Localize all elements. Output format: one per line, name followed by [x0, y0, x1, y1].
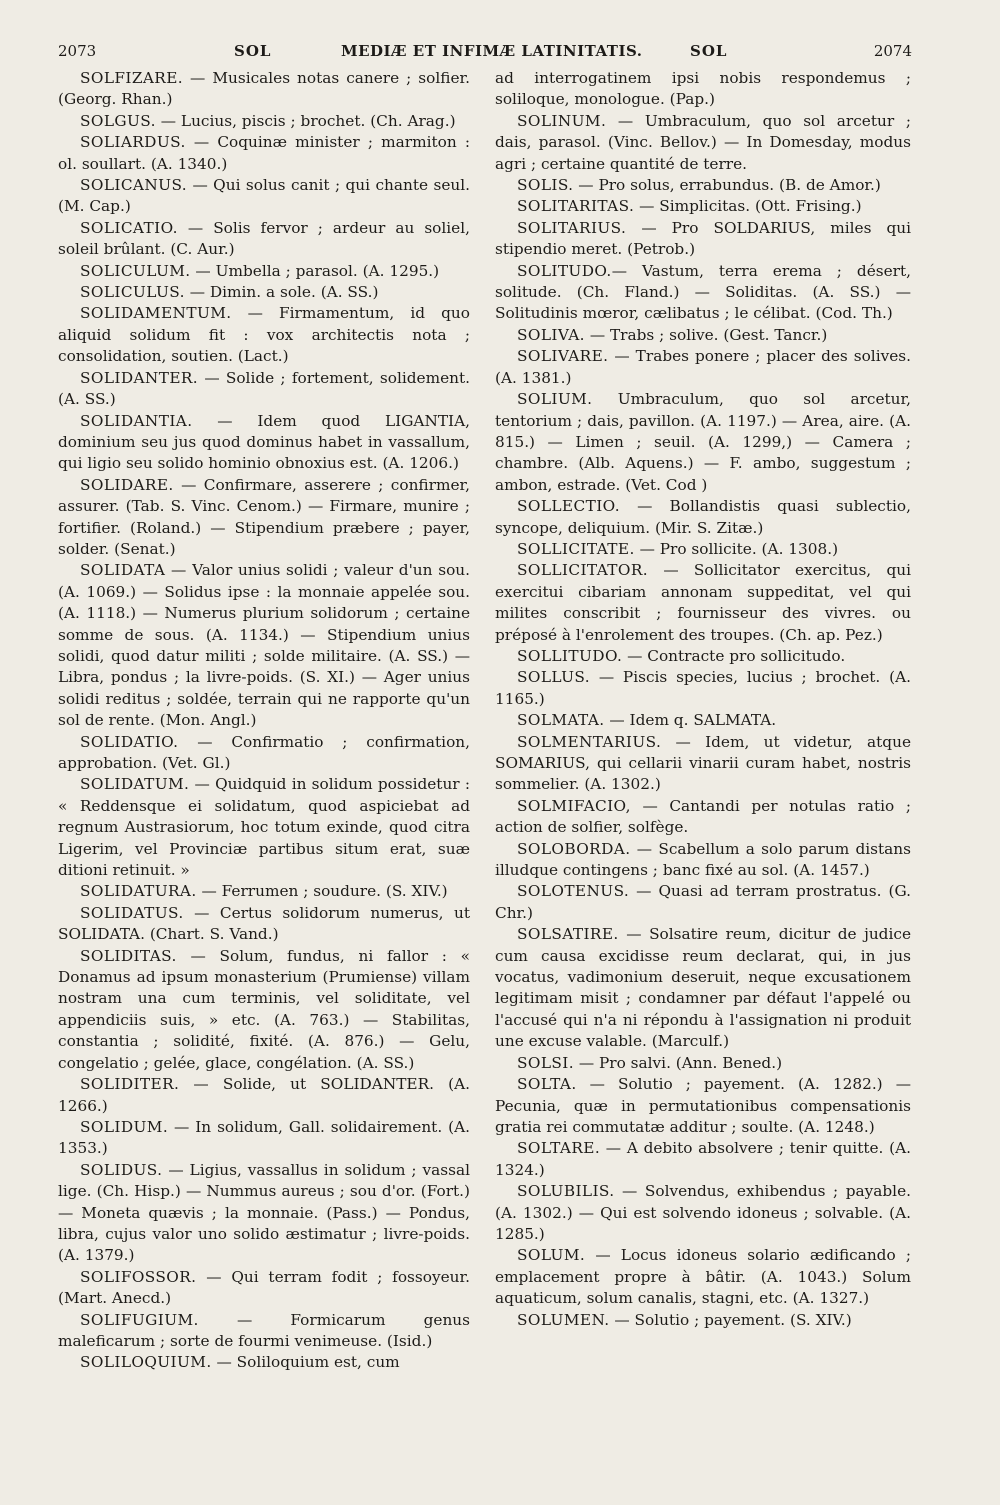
dictionary-entry	[495, 732, 911, 796]
dictionary-entry	[58, 1267, 470, 1310]
entry-definition: — Solide ; fortement, solidement. (A. SS.)	[58, 368, 470, 409]
entry-definition: — Bollandistis quasi sublectio, syncope, deliquium. (Mir. S. Zitæ.)	[495, 497, 911, 537]
dictionary-entry	[495, 496, 911, 539]
dictionary-entry	[58, 368, 470, 411]
right-column	[495, 68, 911, 1448]
entry-definition: — Scabellum a solo parum distans illudque contingens ; banc fixé au sol. (A. 1457.)	[495, 839, 911, 880]
dictionary-entry	[495, 1138, 911, 1181]
entry-definition: — Ferrumen ; soudure. (S. XIV.)	[196, 882, 448, 901]
dictionary-entry	[58, 1352, 470, 1373]
entry-definition: — Piscis species, lucius ; brochet. (A. 1165.)	[495, 668, 911, 708]
left-column	[58, 68, 470, 1448]
entry-headword: SOLIDUS.	[80, 1160, 163, 1179]
page-number-left: 2073	[58, 42, 97, 60]
entry-headword: SOLTARE.	[517, 1139, 601, 1158]
entry-definition: — Sollicitator exercitus, qui exercitui cibariam annonam suppeditat, vel qui milites conscribit ; fournisseur des vivres. ou préposé à l'enrolement des troupes. (Ch. ap. Pez.)	[495, 561, 911, 644]
entry-headword: SOLLECTIO.	[517, 497, 620, 516]
entry-headword: SOLICATIO.	[80, 218, 178, 237]
entry-definition: — Confirmatio ; confirmation, approbation. (Vet. Gl.)	[58, 732, 470, 772]
dictionary-entry	[495, 667, 911, 710]
dictionary-entry	[58, 1117, 470, 1160]
entry-definition: — Solide, ut SOLIDANTER. (A. 1266.)	[58, 1075, 470, 1115]
dictionary-entry	[58, 132, 470, 175]
entry-definition: — Solsatire reum, dicitur de judice cum causa excidisse reum declarat, qui, in jus vocatus, vadimonium deseruit, neque excusationem legitimam misit ; condamner par défaut l'appelé ou l'accusé qui n'a ni répondu à l'assignation ni produit une excuse valable. (Marculf.)	[495, 925, 911, 1051]
entry-definition: — Musicales notas canere ; solfier. (Georg. Rhan.)	[58, 69, 470, 109]
entry-headword: SOLIDATUM.	[80, 775, 190, 794]
entry-headword: SOLITARITAS.	[517, 197, 635, 216]
dictionary-entry	[58, 68, 470, 111]
entry-headword: SOLICANUS.	[80, 176, 188, 195]
entry-definition: — Solis fervor ; ardeur au soliel, soleil brûlant. (C. Aur.)	[58, 218, 470, 259]
entry-headword: SOLIVA.	[517, 325, 585, 344]
entry-headword: SOLUM.	[517, 1246, 586, 1265]
dictionary-entry	[495, 261, 911, 325]
entry-headword: SOLLICITATOR.	[517, 561, 649, 580]
entry-headword: SOLOTENUS.	[517, 882, 630, 901]
entry-headword: SOLIFUGIUM.	[80, 1310, 199, 1329]
dictionary-entry	[495, 1245, 911, 1309]
entry-headword: SOLMATA.	[517, 711, 605, 730]
dictionary-entry	[495, 346, 911, 389]
entry-headword: SOLIVARE.	[517, 347, 609, 366]
entry-definition: — Confirmare, asserere ; confirmer, assurer. (Tab. S. Vinc. Cenom.) — Firmare, munire ; fortifier. (Roland.) — Stipendium præbere ; payer, solder. (Senat.)	[58, 475, 470, 558]
dictionary-entry	[58, 261, 470, 282]
entry-headword: SOLITARIUS.	[517, 218, 627, 237]
dictionary-entry	[495, 1310, 911, 1331]
entry-headword: SOLOBORDA.	[517, 839, 631, 858]
dictionary-entry	[58, 303, 470, 367]
entry-definition: — Certus solidorum numerus, ut SOLIDATA. (Chart. S. Vand.)	[58, 903, 470, 944]
entry-definition: — Solvendus, exhibendus ; payable. (A. 1302.) — Qui est solvendo idoneus ; solvable. (A. 1285.)	[495, 1182, 911, 1243]
dictionary-entry	[495, 646, 911, 667]
entry-headword: SOLIFOSSOR.	[80, 1267, 197, 1286]
dictionary-entry	[495, 1181, 911, 1245]
dictionary-entry	[495, 389, 911, 496]
dictionary-entry	[58, 475, 470, 561]
entry-definition: — Pro sollicite. (A. 1308.)	[634, 539, 839, 558]
dictionary-entry	[495, 1074, 911, 1138]
entry-definition: — Formicarum genus maleficarum ; sorte de fourmi venimeuse. (Isid.)	[58, 1310, 470, 1350]
dictionary-entry	[58, 881, 470, 902]
entry-headword: SOLIUM.	[517, 390, 593, 409]
entry-headword: SOLMIFACIO,	[517, 796, 631, 815]
entry-definition: — Cantandi per notulas ratio ; action de solfier, solfège.	[495, 796, 911, 837]
entry-headword: SOLIDARE.	[80, 475, 174, 494]
entry-definition: — Quidquid in solidum possidetur : « Reddensque ei solidatum, quod aspiciebat ad regnum Austrasiorum, hoc totum exinde, quod citra Ligerim, vel Provinciæ partibus situm erat, suæ ditioni retinuit. »	[58, 775, 470, 880]
dictionary-entry	[58, 1074, 470, 1117]
entry-headword: SOLSATIRE.	[517, 925, 619, 944]
entry-definition: — Solutio ; payement. (S. XIV.)	[609, 1310, 852, 1329]
dictionary-entry	[58, 560, 470, 731]
entry-definition: — Umbraculum, quo sol arcetur ; dais, parasol. (Vinc. Bellov.) — In Domesday, modus agri ; certaine quantité de terre.	[495, 111, 911, 173]
dictionary-entry	[495, 796, 911, 839]
entry-definition: — Pro salvi. (Ann. Bened.)	[573, 1053, 783, 1072]
entry-headword: SOLIDATA	[80, 561, 166, 580]
entry-headword: SOLUMEN.	[517, 1310, 610, 1329]
dictionary-entry	[58, 111, 470, 132]
entry-definition: — Locus idoneus solario ædificando ; emplacement propre à bâtir. (A. 1043.) Solum aquaticum, solum canalis, stagni, etc. (A. 1327.)	[495, 1246, 911, 1308]
dictionary-entry	[58, 1160, 470, 1267]
entry-headword: SOLLUS.	[517, 668, 590, 687]
dictionary-entry	[495, 1053, 911, 1074]
entry-definition: — Valor unius solidi ; valeur d'un sou. (A. 1069.) — Solidus ipse : la monnaie appelée sou. (A. 1118.) — Numerus plurium solidorum ; certaine somme de sous. (A. 1134.) — Stipendium unius solidi, quod datur militi ; solde militaire. (A. SS.) — Libra, pondus ; la livre-poids. (S. XI.) — Ager unius solidi reditus ; soldée, terrain qui ne rapporte qu'un sol de rente. (Mon. Angl.)	[58, 561, 470, 730]
dictionary-entry	[58, 774, 470, 881]
dictionary-entry	[58, 175, 470, 218]
entry-definition: — Simplicitas. (Ott. Frising.)	[634, 197, 862, 216]
dictionary-entry	[58, 411, 470, 475]
guide-word-right: SOL	[690, 42, 728, 60]
dictionary-entry	[495, 839, 911, 882]
entry-definition: — Solum, fundus, ni fallor : « Donamus ad ipsum monasterium (Prumiense) villam nostram una cum terminis, vel soliditate, vel appendiciis suis, » etc. (A. 763.) — Stabilitas, constantia ; solidité, fixité. (A. 876.) — Gelu, congelatio ; gelée, glace, congélation. (A. SS.)	[58, 946, 470, 1072]
entry-definition: — Pro SOLDARIUS, miles qui stipendio meret. (Petrob.)	[495, 218, 911, 259]
dictionary-entry	[495, 560, 911, 646]
entry-headword: SOLIDANTER.	[80, 368, 199, 387]
dictionary-entry	[495, 325, 911, 346]
entry-headword: SOLIDATURA.	[80, 882, 197, 901]
entry-definition: — A debito absolvere ; tenir quitte. (A. 1324.)	[495, 1139, 911, 1179]
dictionary-entry	[58, 946, 470, 1074]
entry-headword: SOLICULUM.	[80, 261, 191, 280]
dictionary-entry	[58, 903, 470, 946]
entry-headword: SOLLICITATE.	[517, 539, 635, 558]
dictionary-entry	[495, 111, 911, 175]
dictionary-entry	[495, 881, 911, 924]
entry-headword: SOLFIZARE.	[80, 69, 184, 87]
entry-headword: SOLIDAMENTUM.	[80, 304, 232, 323]
dictionary-entry	[495, 196, 911, 217]
entry-definition: — Idem quod LIGANTIA, dominium seu jus quod dominus habet in vassallum, qui ligio seu solido hominio obnoxius est. (A. 1206.)	[58, 411, 470, 473]
entry-definition: — Ligius, vassallus in solidum ; vassal lige. (Ch. Hisp.) — Nummus aureus ; sou d'or. (Fort.) — Moneta quævis ; la monnaie. (Pass.) — Pondus, libra, cujus valor uno solido æstimatur ; livre-poids. (A. 1379.)	[58, 1160, 470, 1265]
dictionary-entry	[495, 924, 911, 1052]
entry-definition: — Solutio ; payement. (A. 1282.) — Pecunia, quæ in permutationibus compensationis gratia rei commutatæ additur ; soulte. (A. 1248.)	[495, 1075, 911, 1136]
entry-definition: — Trabs ; solive. (Gest. Tancr.)	[584, 325, 828, 344]
dictionary-entry	[495, 710, 911, 731]
entry-definition: — Pro solus, errabundus. (B. de Amor.)	[573, 176, 881, 195]
entry-definition: — Trabes ponere ; placer des solives. (A. 1381.)	[495, 347, 911, 387]
entry-definition: — Idem, ut videtur, atque SOMARIUS, qui cellarii vinarii curam habet, nostris sommelier. (A. 1302.)	[495, 732, 911, 794]
running-title: MEDIÆ ET INFIMÆ LATINITATIS.	[341, 42, 643, 60]
entry-definition: ad interrogatinem ipsi nobis respondemus ; soliloque, monologue. (Pap.)	[495, 69, 911, 109]
entry-headword: SOLIDANTIA.	[80, 411, 193, 430]
dictionary-entry	[58, 282, 470, 303]
entry-definition: — Quasi ad terram prostratus. (G. Chr.)	[495, 882, 911, 922]
entry-headword: SOLITUDO.	[517, 261, 612, 280]
entry-definition: — Vastum, terra erema ; désert, solitude. (Ch. Fland.) — Soliditas. (A. SS.) — Solitudinis mœror, cælibatus ; le célibat. (Cod. Th.)	[495, 261, 911, 323]
entry-headword: SOLUBILIS.	[517, 1182, 615, 1201]
entry-headword: SOLIDATUS.	[80, 903, 184, 922]
entry-definition: — Dimin. a sole. (A. SS.)	[184, 283, 379, 302]
entry-definition: — Qui solus canit ; qui chante seul. (M. Cap.)	[58, 176, 470, 216]
entry-headword: SOLGUS.	[80, 111, 156, 130]
entry-headword: SOLIDITER.	[80, 1075, 180, 1094]
running-header	[58, 36, 912, 68]
entry-headword: SOLIS.	[517, 176, 574, 195]
dictionary-entry	[495, 539, 911, 560]
entry-definition: — Contracte pro sollicitudo.	[622, 646, 846, 665]
guide-word-left: SOL	[234, 42, 272, 60]
entry-definition: — Qui terram fodit ; fossoyeur. (Mart. Anecd.)	[58, 1267, 470, 1308]
entry-headword: SOLTA.	[517, 1075, 577, 1094]
entry-headword: SOLIARDUS.	[80, 133, 186, 152]
entry-headword: SOLICULUS.	[80, 283, 185, 302]
entry-headword: SOLLITUDO.	[517, 646, 623, 665]
dictionary-entry	[495, 218, 911, 261]
dictionary-entry	[58, 218, 470, 261]
entry-definition: — Umbella ; parasol. (A. 1295.)	[190, 261, 440, 280]
entry-definition: — Lucius, piscis ; brochet. (Ch. Arag.)	[155, 111, 456, 130]
entry-headword: SOLSI.	[517, 1053, 574, 1072]
entry-definition: — Soliloquium est, cum	[211, 1353, 400, 1372]
dictionary-entry	[495, 68, 911, 111]
dictionary-entry	[58, 1310, 470, 1353]
entry-headword: SOLILOQUIUM.	[80, 1353, 212, 1372]
entry-headword: SOLINUM.	[517, 111, 607, 130]
entry-definition: — In solidum, Gall. solidairement. (A. 1353.)	[58, 1117, 470, 1158]
entry-definition: — Coquinæ minister ; marmiton : ol. soullart. (A. 1340.)	[58, 133, 470, 173]
entry-headword: SOLIDUM.	[80, 1117, 169, 1136]
entry-headword: SOLMENTARIUS.	[517, 732, 662, 751]
entry-definition: — Idem q. SALMATA.	[604, 711, 777, 730]
page-number-right: 2074	[873, 42, 912, 60]
dictionary-entry	[495, 175, 911, 196]
entry-definition: Umbraculum, quo sol arcetur, tentorium ; dais, pavillon. (A. 1197.) — Area, aire. (A. 815.) — Limen ; seuil. (A. 1299,) — Camera ; chambre. (Alb. Aquens.) — F. ambo, suggestum ; ambon, estrade. (Vet. Cod )	[495, 390, 911, 494]
dictionary-entry	[58, 732, 470, 775]
entry-headword: SOLIDATIO.	[80, 732, 179, 751]
entry-definition: — Firmamentum, id quo aliquid solidum fit : vox architectis nota ; consolidation, soutien. (Lact.)	[58, 304, 470, 366]
entry-headword: SOLIDITAS.	[80, 946, 177, 965]
